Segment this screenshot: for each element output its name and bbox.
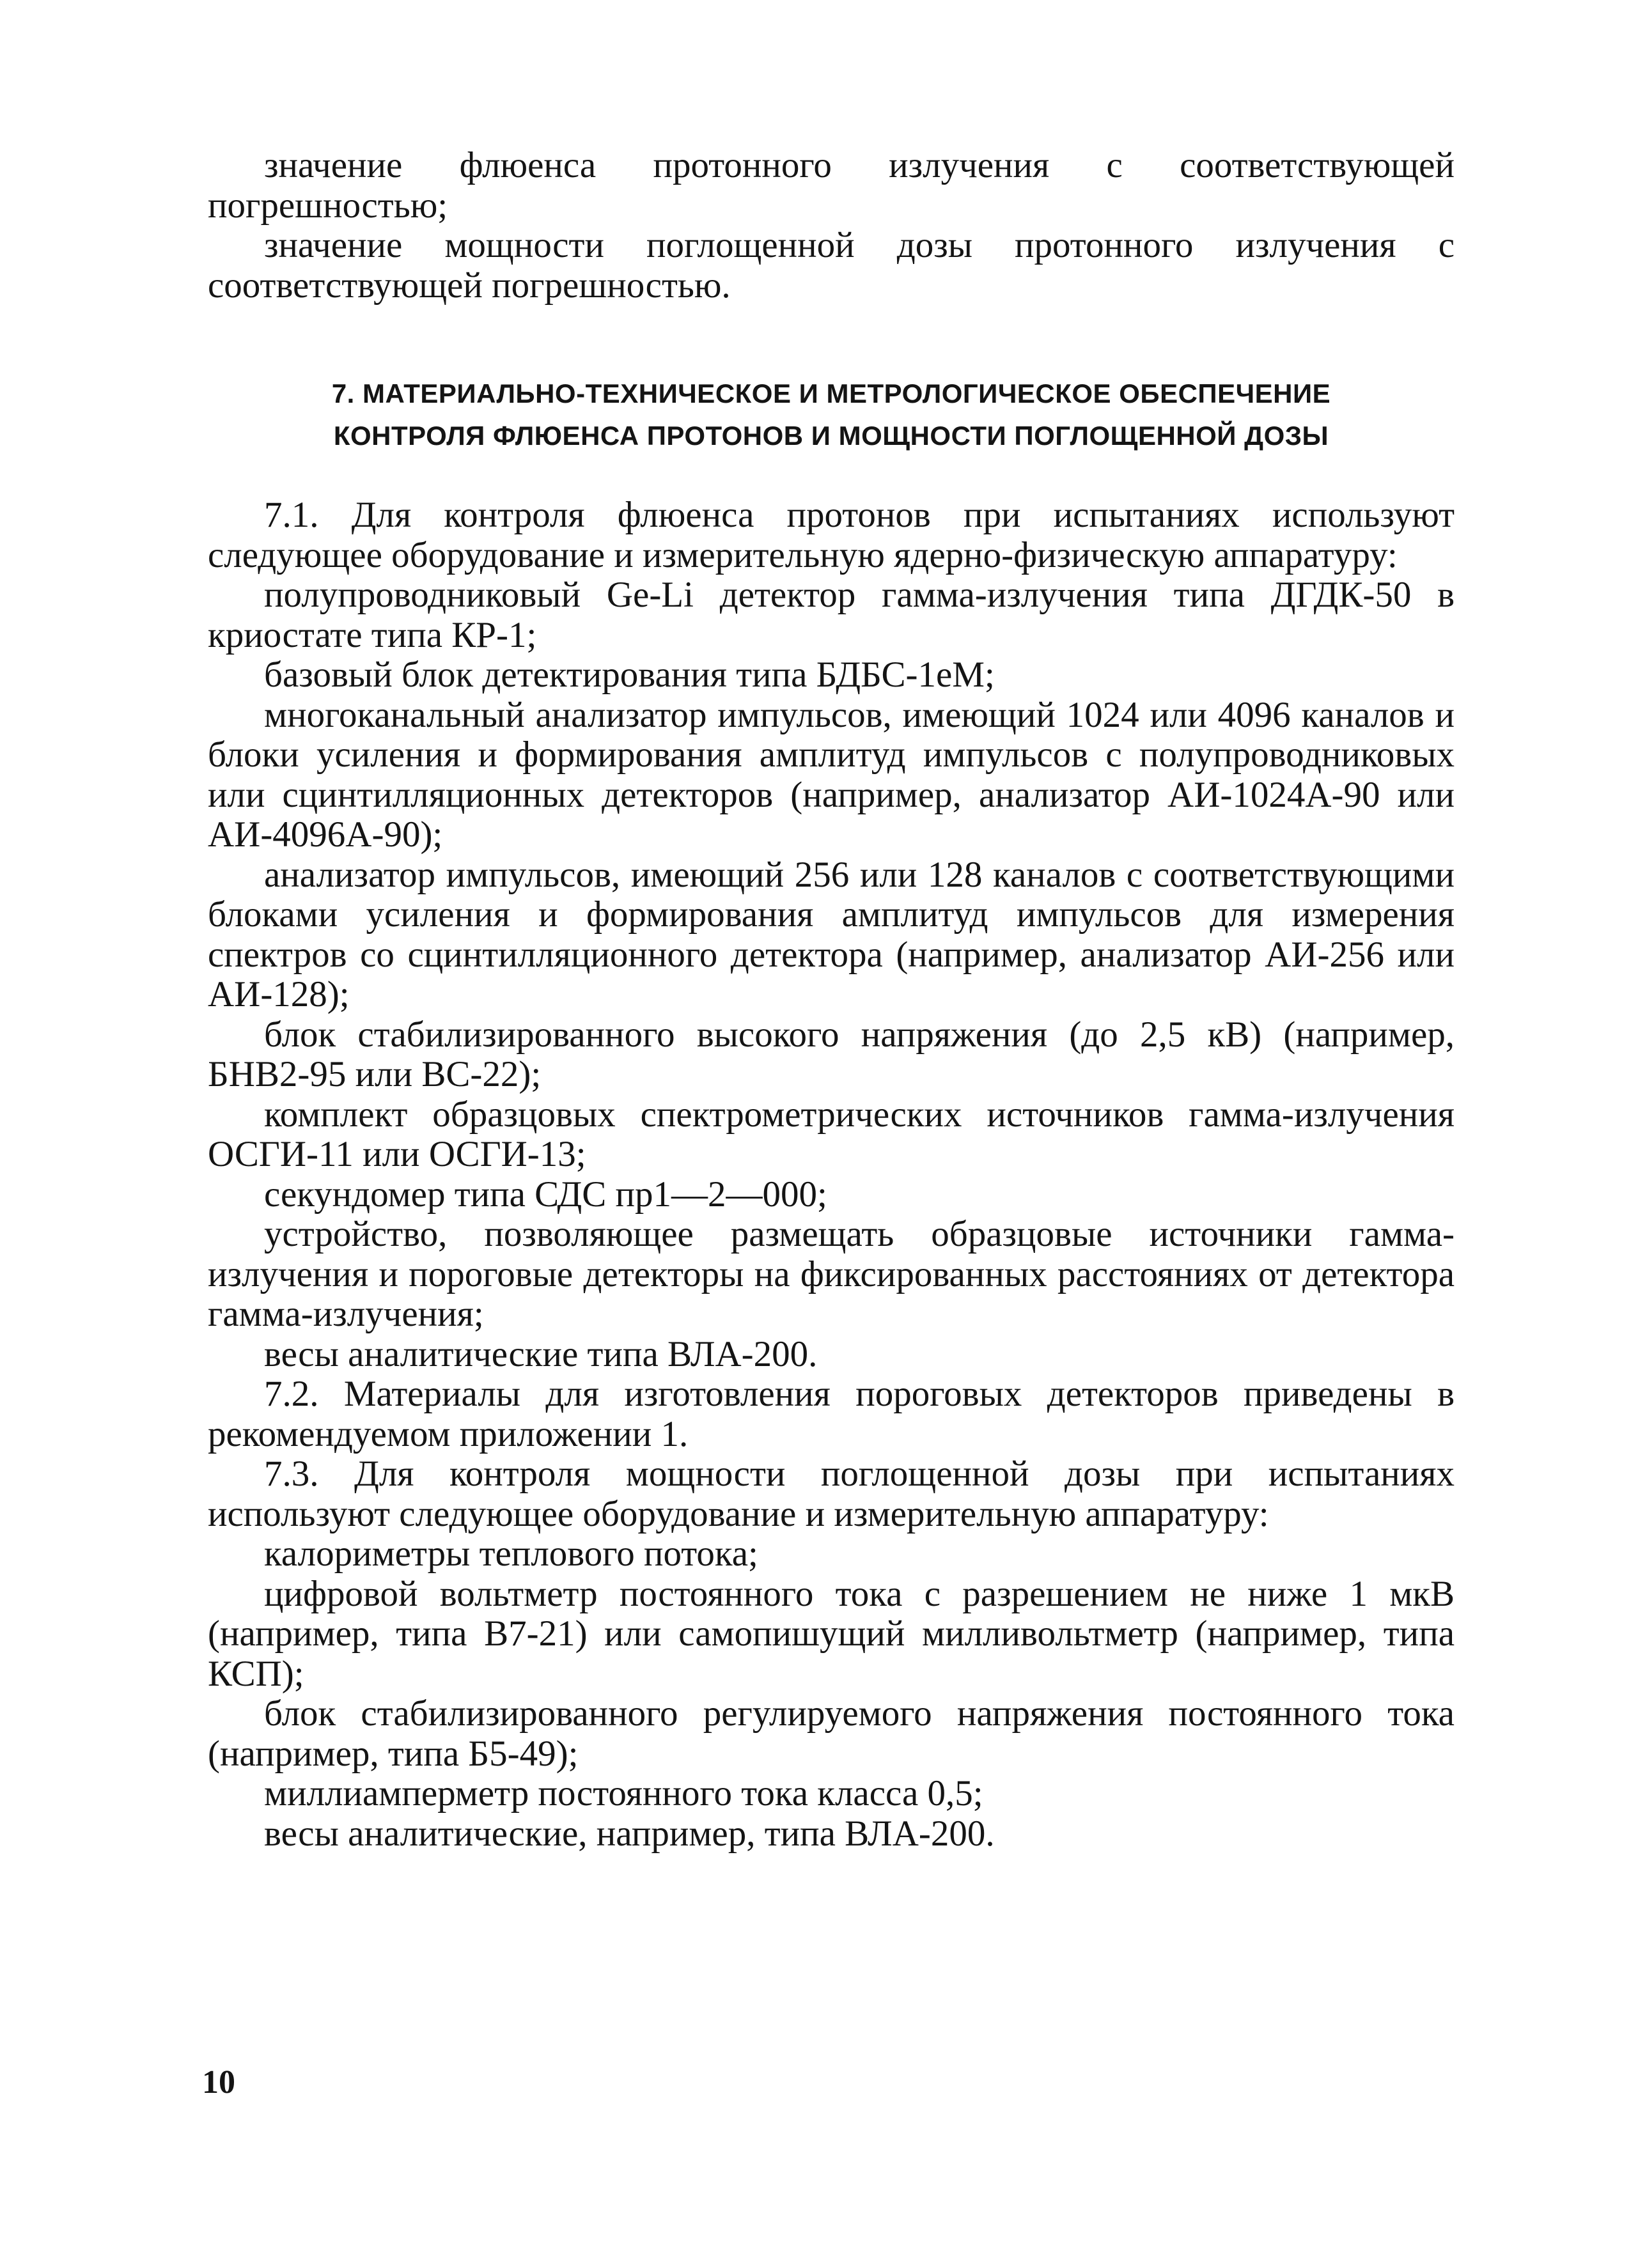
paragraph-dose-rate-result: значение мощности поглощенной дозы протонного излучения с соответствующей погрешностью.: [208, 225, 1455, 306]
paragraph-7-1: 7.1. Для контроля флюенса протонов при испытаниях используют следующее оборудование и измерительную ядерно-физическую аппаратуру:: [208, 495, 1455, 575]
page-number: 10: [202, 2064, 235, 2101]
section-heading-line-1: 7. МАТЕРИАЛЬНО-ТЕХНИЧЕСКОЕ И МЕТРОЛОГИЧЕСКОЕ ОБЕСПЕЧЕНИЕ: [331, 378, 1331, 408]
list-item-base-block: базовый блок детектирования типа БДБС-1еМ;: [264, 655, 995, 695]
paragraph-7-3: 7.3. Для контроля мощности поглощенной дозы при испытаниях используют следующее оборудование и измерительную аппаратуру:: [208, 1454, 1455, 1534]
list-item-milliammeter: миллиамперметр постоянного тока класса 0,5;: [264, 1773, 983, 1814]
list-item-analytical-scales: весы аналитические, например, типа ВЛА-200.: [264, 1813, 995, 1854]
list-item-reference-sources: комплект образцовых спектрометрических источников гамма-излучения ОСГИ-11 или ОСГИ-13;: [208, 1094, 1455, 1174]
list-item-multichannel-analyzer: многоканальный анализатор импульсов, имеющий 1024 или 4096 каналов и блоки усиления и формирования амплитуд импульсов с полупроводниковых или сцинтилляционных детекторов (например, анализатор АИ-1024А-90 или АИ-4096А-90);: [208, 694, 1455, 855]
list-item-scales: весы аналитические типа ВЛА-200.: [264, 1333, 818, 1374]
paragraph-fluence-result: значение флюенса протонного излучения с соответствующей погрешностью;: [208, 145, 1455, 226]
list-item-positioning-device: устройство, позволяющее размещать образцовые источники гамма-излучения и пороговые детекторы на фиксированных расстояниях от детектора гамма-излучения;: [208, 1214, 1455, 1334]
list-item-pulse-analyzer: анализатор импульсов, имеющий 256 или 128 каналов с соответствующими блоками усиления и формирования амплитуд импульсов для измерения спектров со сцинтилляционного детектора (например, анализатор АИ-256 или АИ-128);: [208, 854, 1455, 1014]
section-heading-line-2: КОНТРОЛЯ ФЛЮЕНСА ПРОТОНОВ И МОЩНОСТИ ПОГЛОЩЕННОЙ ДОЗЫ: [333, 421, 1329, 451]
list-item-detector: полупроводниковый Ge-Li детектор гамма-излучения типа ДГДК-50 в криостате типа КР-1;: [208, 575, 1455, 655]
list-item-stopwatch: секундомер типа СДС пр1—2—000;: [264, 1174, 827, 1215]
list-item-calorimeters: калориметры теплового потока;: [264, 1534, 758, 1574]
list-item-high-voltage-block: блок стабилизированного высокого напряжения (до 2,5 кВ) (например, БНВ2-95 или ВС-22);: [208, 1014, 1455, 1094]
section-heading: [208, 373, 1455, 457]
document-page: [208, 146, 1455, 1854]
paragraph-7-2: 7.2. Материалы для изготовления пороговых детекторов приведены в рекомендуемом приложении 1.: [208, 1374, 1455, 1454]
list-item-regulated-voltage-block: блок стабилизированного регулируемого напряжения постоянного тока (например, типа Б5-49);: [208, 1693, 1455, 1774]
list-item-voltmeter: цифровой вольтметр постоянного тока с разрешением не ниже 1 мкВ (например, типа В7-21) или самопишущий милливольтметр (например, типа КСП);: [208, 1573, 1455, 1694]
